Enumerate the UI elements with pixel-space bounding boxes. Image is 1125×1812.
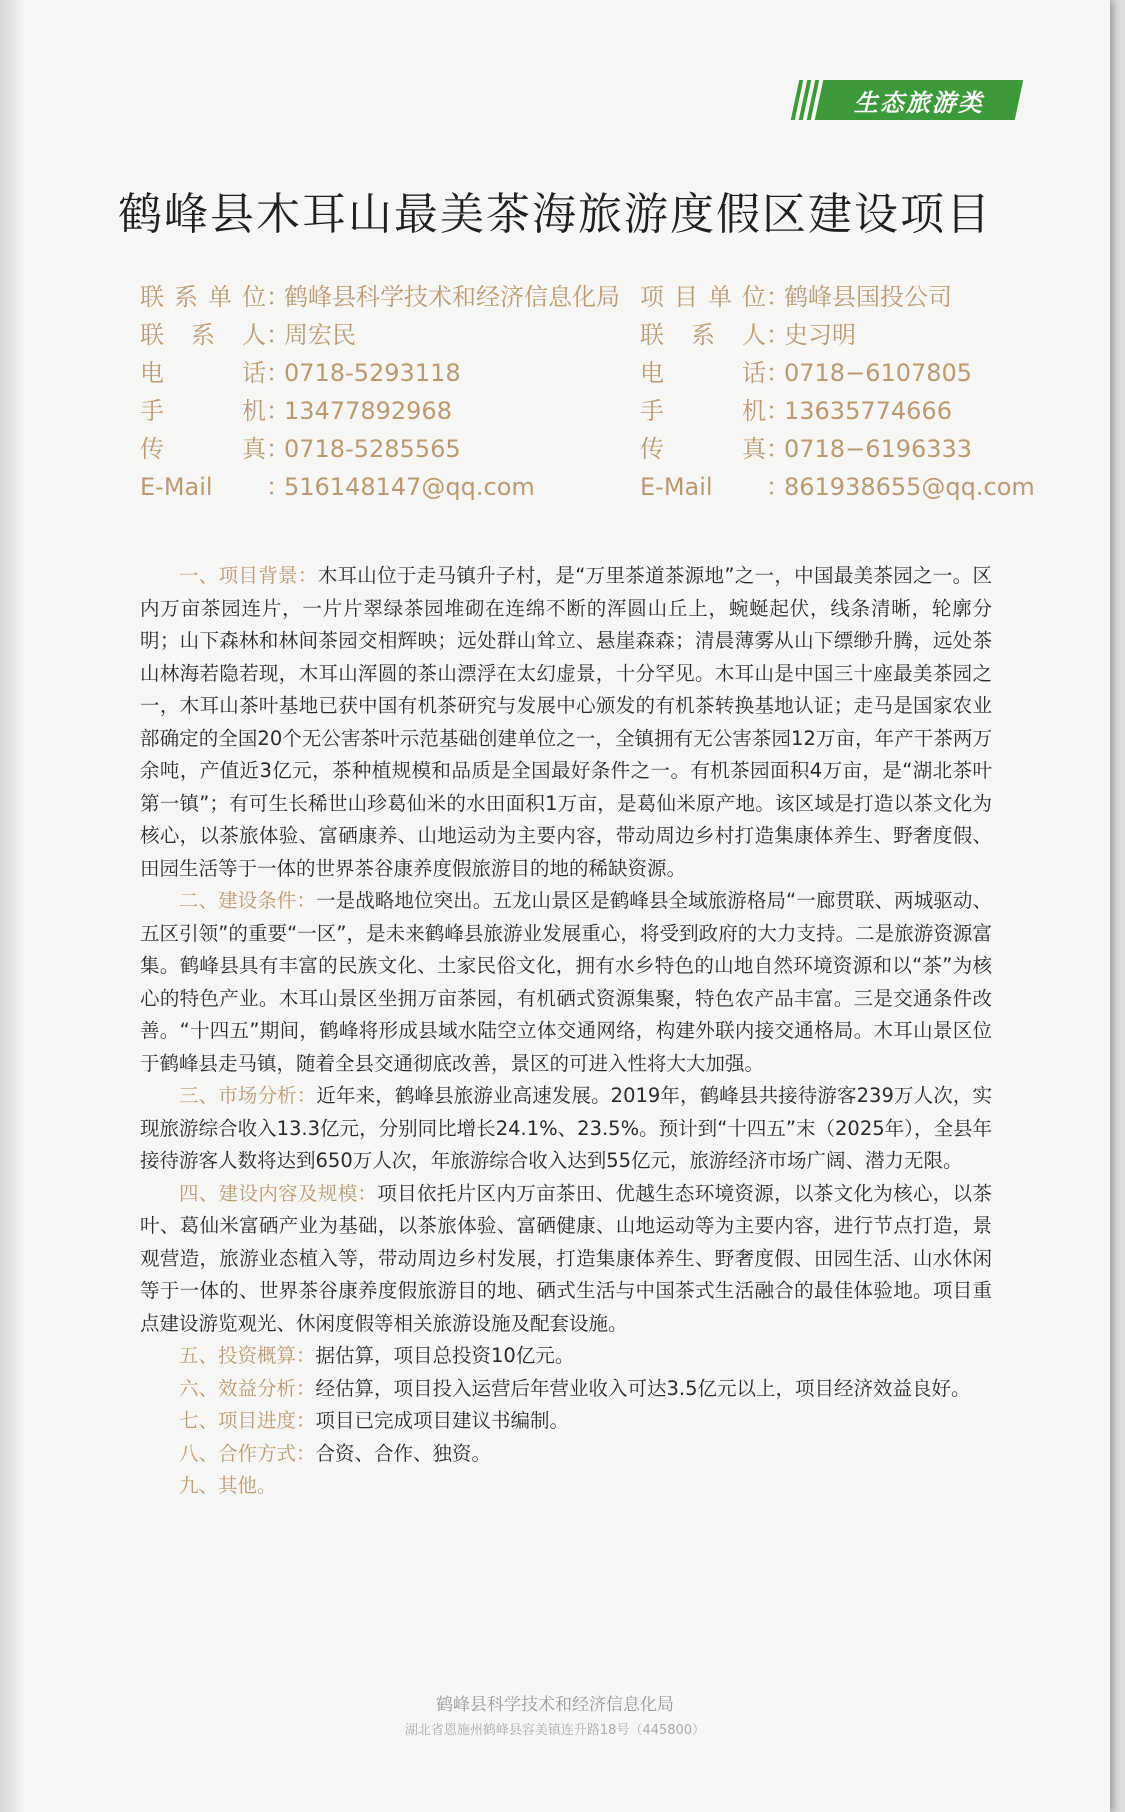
section-heading: 四、建设内容及规模： [179, 1181, 378, 1205]
contact-row: 传真：0718-5285565 [140, 430, 610, 468]
page-footer [0, 1690, 1110, 1738]
contact-row: 联系人：史习明 [640, 316, 1010, 354]
section-heading: 五、投资概算： [179, 1344, 316, 1367]
contact-row: 传真：0718−6196333 [640, 430, 1010, 468]
contact-label: 电话 [140, 359, 266, 387]
contact-label: 联系单位 [140, 283, 266, 311]
section-text: 项目已完成项目建议书编制。 [315, 1409, 570, 1432]
contact-row: 手机：13635774666 [640, 392, 1010, 430]
section-text: 项目依托片区内万亩茶田、优越生态环境资源，以茶文化为核心，以茶叶、葛仙米富硒产业为基础，以茶旅体验、富硒健康、山地运动等为主要内容，进行节点打造，景观营造，旅游业态植入等，带动周边乡村发展，打造集康体养生、野奢度假、田园生活、山水休闲等于一体的、世界茶谷康养度假旅游目的地、硒式生活与中国茶式生活融合的最佳体验地。项目重点建设游览观光、休闲度假等相关旅游设施及配套设施。 [140, 1181, 992, 1335]
contact-value: 0718−6107805 [784, 359, 973, 387]
page-edge-shadow [0, 0, 24, 1812]
section-paragraph [140, 1340, 992, 1373]
section-text: 据估算，项目总投资10亿元。 [315, 1344, 575, 1367]
section-text: 一是战略地位突出。五龙山景区是鹤峰县全域旅游格局“一廊贯联、两城驱动、五区引领”的重要“一区”，是未来鹤峰县旅游业发展重心，将受到政府的大力支持。二是旅游资源富集。鹤峰县具有丰富的民族文化、土家民俗文化，拥有水乡特色的山地自然环境资源和以“茶”为核心的特色产业。木耳山景区坐拥万亩茶园，有机硒式资源集聚，特色农产品丰富。三是交通条件改善。“十四五”期间，鹤峰将形成县域水陆空立体交通网络，构建外联内接交通格局。木耳山景区位于鹤峰县走马镇，随着全县交通彻底改善，景区的可进入性将大大加强。 [140, 889, 992, 1075]
contact-label: 传真 [140, 435, 266, 463]
contact-label: 电话 [640, 359, 766, 387]
section-paragraph [140, 1373, 992, 1406]
contact-value: 鹤峰县国投公司 [784, 283, 952, 311]
contact-email[interactable]: 516148147@qq.com [284, 473, 535, 501]
category-label: 生态旅游类 [854, 88, 984, 117]
section-heading: 六、效益分析： [179, 1376, 316, 1400]
contact-row: 电话：0718-5293118 [140, 354, 610, 392]
contact-label: 手机 [140, 397, 266, 425]
section-text: 近年来，鹤峰县旅游业高速发展。2019年，鹤峰县共接待游客239万人次，实现旅游综合收入13.3亿元，分别同比增长24.1%、23.5%。预计到“十四五”末（2025年），全县年接待游客人数将达到650万人次，年旅游综合收入达到55亿元，旅游经济市场广阔、潜力无限。 [140, 1084, 992, 1172]
section-paragraph [140, 1405, 992, 1438]
category-banner [795, 80, 1019, 120]
contact-column-left [140, 278, 620, 506]
section-paragraph [140, 1178, 992, 1341]
section-paragraph [140, 1438, 992, 1471]
section-paragraph [140, 1470, 992, 1503]
contact-row: 联系人：周宏民 [140, 316, 610, 354]
contact-value: 鹤峰县科学技术和经济信息化局 [284, 283, 620, 311]
section-text: 木耳山位于走马镇升子村，是“万里茶道茶源地”之一，中国最美茶园之一。区内万亩茶园连片，一片片翠绿茶园堆砌在连绵不断的浑圆山丘上，蜿蜒起伏，线条清晰，轮廓分明；山下森林和林间茶园交相辉映；远处群山耸立、悬崖森森；清晨薄雾从山下缥缈升腾，远处茶山林海若隐若现，木耳山浑圆的茶山漂浮在太幻虚景，十分罕见。木耳山是中国三十座最美茶园之一，木耳山茶叶基地已获中国有机茶研究与发展中心颁发的有机茶转换基地认证；走马是国家农业部确定的全国20个无公害茶叶示范基础创建单位之一，全镇拥有无公害茶园12万亩，年产干茶两万余吨，产值近3亿元，茶种植规模和品质是全国最好条件之一。有机茶园面积4万亩，是“湖北茶叶第一镇”；有可生长稀世山珍葛仙米的水田面积1万亩，是葛仙米原产地。该区域是打造以茶文化为核心，以茶旅体验、富硒康养、山地运动为主要内容，带动周边乡村打造集康体养生、野奢度假、田园生活等于一体的世界茶谷康养度假旅游目的地的稀缺资源。 [140, 564, 992, 880]
contact-value: 史习明 [784, 321, 856, 349]
section-heading: 二、建设条件： [179, 889, 317, 912]
contact-label: E-Mail [640, 473, 713, 501]
contact-row: E-Mail ：861938655@qq.com [640, 468, 1010, 506]
footer-address: 湖北省恩施州鹤峰县容美镇连升路18号（445800） [404, 1723, 706, 1738]
project-description [140, 560, 992, 1503]
section-paragraph [140, 1080, 992, 1178]
section-text: 经估算，项目投入运营后年营业收入可达3.5亿元以上，项目经济效益良好。 [315, 1376, 971, 1400]
contact-row: 电话：0718−6107805 [640, 354, 1010, 392]
contact-label: 联系人 [140, 321, 266, 349]
contact-row: 联系单位：鹤峰县科学技术和经济信息化局 [140, 278, 610, 316]
section-heading: 三、市场分析： [179, 1084, 317, 1107]
footer-organization: 鹤峰县科学技术和经济信息化局 [436, 1695, 674, 1715]
contact-label: 手机 [640, 397, 766, 425]
contact-value: 0718-5285565 [284, 435, 461, 463]
section-heading: 七、项目进度： [179, 1409, 316, 1432]
contact-row: E-Mail ：516148147@qq.com [140, 468, 610, 506]
section-heading: 九、其他。 [179, 1474, 277, 1497]
contact-info [140, 278, 1035, 506]
contact-row: 手机：13477892968 [140, 392, 610, 430]
contact-value: 13635774666 [784, 397, 952, 425]
contact-label: 联系人 [640, 321, 766, 349]
section-heading: 一、项目背景： [179, 564, 318, 587]
section-text: 合资、合作、独资。 [315, 1441, 492, 1465]
contact-row: 项目单位：鹤峰县国投公司 [640, 278, 1010, 316]
contact-value: 0718-5293118 [284, 359, 461, 387]
contact-email[interactable]: 861938655@qq.com [784, 473, 1035, 501]
page-title: 鹤峰县木耳山最美茶海旅游度假区建设项目 [118, 189, 992, 240]
contact-label: 传真 [640, 435, 766, 463]
contact-label: 项目单位 [640, 283, 766, 311]
contact-column-right [640, 278, 1035, 506]
section-heading: 八、合作方式： [179, 1441, 316, 1465]
section-paragraph [140, 560, 992, 885]
section-paragraph [140, 885, 992, 1080]
contact-label: E-Mail [140, 473, 213, 501]
contact-value: 周宏民 [284, 321, 356, 349]
contact-value: 13477892968 [284, 397, 452, 425]
contact-value: 0718−6196333 [784, 435, 973, 463]
category-label-box [815, 80, 1024, 120]
